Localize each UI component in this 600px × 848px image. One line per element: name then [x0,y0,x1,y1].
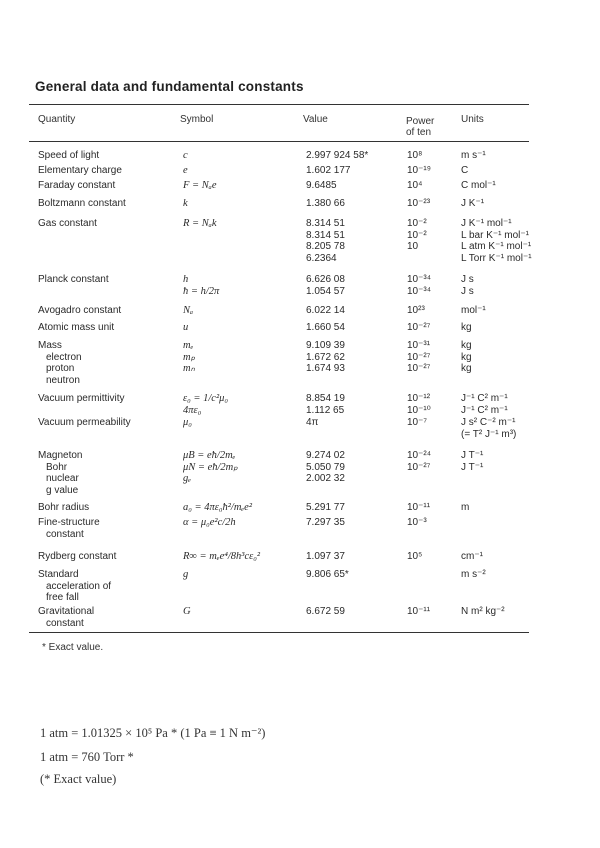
symbol-cell-line: R = Nₐk [183,218,217,229]
units-cell [461,551,541,563]
quantity-cell-line: Gravitational [38,606,95,617]
handwritten-note: (* Exact value) [40,772,117,786]
symbol-cell [183,165,303,177]
power-cell [407,274,457,297]
footnote: * Exact value. [42,642,104,653]
power-cell-line: 10⁸ [407,150,423,161]
value-cell-line: 7.297 35 [306,517,345,528]
units-cell-line: J T⁻¹ [461,450,484,461]
power-cell-line: 10⁴ [407,180,423,191]
value-cell-line: 8.314 51 [306,218,345,229]
value-cell [306,450,401,485]
value-cell-line: 5.050 79 [306,461,345,473]
quantity-cell [38,305,178,317]
units-cell-line: C mol⁻¹ [461,180,496,191]
symbol-cell [183,551,303,563]
value-cell-line: 8.854 19 [306,393,345,404]
power-cell [407,198,457,210]
units-cell [461,502,541,514]
symbol-cell-line: g [183,569,189,580]
value-cell [306,502,401,514]
units-cell [461,322,541,334]
units-cell-line: J K⁻¹ [461,198,485,209]
power-cell [407,150,457,162]
units-cell [461,340,541,375]
quantity-cell-line: Gas constant [38,218,97,229]
value-cell [306,305,401,317]
symbol-cell [183,450,303,485]
quantity-cell-line: acceleration of [46,580,112,592]
quantity-cell-line: g value [46,484,79,496]
value-cell-line: 8.205 78 [306,241,345,252]
units-cell-line: J s [461,274,474,285]
power-cell-line: 10⁻²⁷ [407,322,431,333]
quantity-cell [38,569,178,604]
symbol-cell-line: ħ = h/2π [183,285,220,297]
units-cell [461,218,541,264]
power-cell-line: 10⁵ [407,551,423,562]
power-cell-line: 10²³ [407,305,425,316]
value-cell-line: 1.380 66 [306,198,345,209]
units-cell [461,198,541,210]
units-cell-line: J T⁻¹ [461,461,484,473]
symbol-cell [183,417,303,429]
symbol-cell-line: μN = eħ/2mₚ [183,461,238,473]
units-cell-line: m s⁻² [461,569,486,580]
quantity-cell-line: Speed of light [38,150,100,161]
power-cell-line: 10⁻² [407,229,427,241]
symbol-cell-line: G [183,606,191,617]
quantity-cell-line: Planck constant [38,274,109,285]
units-cell [461,606,541,618]
symbol-cell-line: mₙ [183,363,195,374]
value-cell [306,340,401,375]
quantity-cell-line: Vacuum permeability [38,417,131,428]
quantity-cell [38,322,178,334]
header-quantity: Quantity [38,114,76,125]
quantity-cell [38,393,178,405]
symbol-cell-line: e [183,165,188,176]
symbol-cell [183,150,303,162]
value-cell [306,198,401,210]
units-cell-line: m [461,502,470,513]
power-cell-line: 10⁻³⁴ [407,274,432,285]
quantity-cell-line: Mass [38,340,62,351]
symbol-cell-line: h [183,274,189,285]
symbol-cell-line: μ₀ [183,417,192,428]
quantity-cell [38,450,178,496]
quantity-cell-line: Magneton [38,450,83,461]
units-cell-line: mol⁻¹ [461,305,486,316]
symbol-cell [183,305,303,317]
value-cell-line: 8.314 51 [306,229,345,241]
power-cell [407,417,457,429]
power-cell-line: 10⁻³¹ [407,340,431,351]
units-cell-line: J s² C⁻² m⁻¹ [461,417,516,428]
power-cell [407,393,457,416]
quantity-cell-line: Vacuum permittivity [38,393,125,404]
symbol-cell-line: gₑ [183,473,192,484]
header-value: Value [303,114,328,125]
power-cell-line: 10⁻³⁴ [407,285,432,297]
symbol-cell [183,517,303,529]
symbol-cell-line: a₀ = 4πε₀ħ²/mₑe² [183,502,252,513]
quantity-cell [38,165,178,177]
value-cell-line: 5.291 77 [306,502,345,513]
symbol-cell [183,502,303,514]
value-cell [306,569,401,581]
units-cell-line: kg [461,322,472,333]
value-cell-line: 2.002 32 [306,473,345,484]
value-cell [306,180,401,192]
quantity-cell-line: Boltzmann constant [38,198,126,209]
header-units: Units [461,114,484,125]
power-cell-line: 10⁻² [407,218,427,229]
units-cell-line: m s⁻¹ [461,150,486,161]
value-cell-line: 9.806 65* [306,569,349,580]
table-bottom-rule [29,632,529,633]
value-cell [306,322,401,334]
value-cell [306,606,401,618]
symbol-cell [183,198,303,210]
value-cell-line: 6.022 14 [306,305,345,316]
handwritten-note: 1 atm = 1.01325 × 10⁵ Pa * (1 Pa ≡ 1 N m⁻²) [40,726,266,740]
power-cell-line: 10⁻²⁷ [407,461,431,473]
quantity-cell-line: Bohr radius [38,502,90,513]
quantity-cell-line: Atomic mass unit [38,322,115,333]
power-cell-line: 10 [407,241,419,252]
power-cell [407,322,457,334]
units-cell [461,393,541,416]
value-cell-line: 1.054 57 [306,285,345,297]
units-cell-line: kg [461,363,472,374]
value-cell [306,165,401,177]
quantity-cell [38,180,178,192]
value-cell [306,417,401,429]
quantity-cell-line: Elementary charge [38,165,122,176]
power-cell [407,606,457,618]
value-cell-line: 2.997 924 58* [306,150,369,161]
power-cell-line: 10⁻³ [407,517,427,528]
value-cell-line: 1.097 37 [306,551,345,562]
units-cell-line: J s [461,285,474,297]
quantity-cell-line: Bohr [46,461,68,473]
symbol-cell [183,180,303,192]
quantity-cell [38,218,178,230]
quantity-cell-line: Avogadro constant [38,305,122,316]
symbol-cell-line: 4πε₀ [183,404,202,416]
power-cell-line: 10⁻²³ [407,198,431,209]
power-cell-line: 10⁻⁷ [407,417,428,428]
quantity-cell [38,502,178,514]
units-cell-line: L bar K⁻¹ mol⁻¹ [461,229,529,241]
symbol-cell-line: u [183,322,189,333]
units-cell [461,569,541,581]
quantity-cell-line: neutron [46,374,80,386]
power-cell [407,180,457,192]
units-cell [461,305,541,317]
units-cell [461,150,541,162]
units-cell [461,180,541,192]
value-cell [306,393,401,416]
quantity-cell-line: proton [46,363,75,374]
symbol-cell-line: Nₐ [183,305,194,316]
units-cell-line: cm⁻¹ [461,551,483,562]
power-cell [407,517,457,529]
quantity-cell [38,551,178,563]
symbol-cell-line: c [183,150,188,161]
power-cell [407,450,457,473]
units-cell-line: J⁻¹ C² m⁻¹ [461,404,508,416]
units-cell [461,274,541,297]
quantity-cell [38,274,178,286]
value-cell-line: 1.112 65 [306,404,345,416]
quantity-cell-line: Faraday constant [38,180,116,191]
quantity-cell [38,417,178,429]
header-power-line: of ten [406,127,432,138]
value-cell-line: 1.674 93 [306,363,345,374]
symbol-cell [183,322,303,334]
symbol-cell-line: ε₀ = 1/c²μ₀ [183,393,229,404]
power-cell-line: 10⁻¹² [407,393,431,404]
value-cell-line: 6.626 08 [306,274,345,285]
quantity-cell [38,150,178,162]
symbol-cell [183,340,303,375]
power-cell-line: 10⁻¹⁰ [407,404,431,416]
power-cell-line: 10⁻¹¹ [407,606,431,617]
value-cell-line: 9.6485 [306,180,337,191]
header-symbol: Symbol [180,114,214,125]
value-cell [306,218,401,264]
page-title: General data and fundamental constants [35,79,304,94]
quantity-cell [38,517,178,540]
quantity-cell-line: Fine-structure [38,517,100,528]
power-cell-line: 10⁻¹¹ [407,502,431,513]
units-cell-line: C [461,165,469,176]
quantity-cell-line: nuclear [46,473,79,484]
value-cell [306,517,401,529]
value-cell-line: 9.109 39 [306,340,345,351]
value-cell-line: 6.2364 [306,252,337,264]
value-cell-line: 1.602 177 [306,165,351,176]
units-cell [461,417,541,440]
quantity-cell-line: Standard [38,569,79,580]
units-cell [461,450,541,473]
value-cell-line: 9.274 02 [306,450,345,461]
power-cell [407,218,457,253]
quantity-cell-line: free fall [46,592,79,603]
power-cell-line: 10⁻²⁴ [407,450,432,461]
symbol-cell-line: α = μ₀e²c/2h [183,517,236,528]
value-cell [306,150,401,162]
quantity-cell-line: electron [46,351,82,363]
value-cell-line: 1.660 54 [306,322,345,333]
units-cell-line: kg [461,351,472,363]
symbol-cell-line: mₑ [183,340,194,351]
value-cell [306,551,401,563]
value-cell-line: 1.672 62 [306,351,345,363]
quantity-cell [38,606,178,629]
quantity-cell [38,198,178,210]
power-cell [407,305,457,317]
quantity-cell [38,340,178,386]
value-cell-line: 4π [306,417,319,428]
quantity-cell-line: constant [46,528,84,540]
symbol-cell [183,218,303,230]
quantity-cell-line: constant [46,617,84,629]
units-cell-line: (= T² J⁻¹ m³) [461,428,517,440]
header-power-line: Power [406,116,435,127]
units-cell-line: L Torr K⁻¹ mol⁻¹ [461,252,532,264]
power-cell [407,551,457,563]
power-cell [407,165,457,177]
power-cell-line: 10⁻²⁷ [407,351,431,363]
units-cell-line: J K⁻¹ mol⁻¹ [461,218,512,229]
units-cell-line: kg [461,340,472,351]
units-cell [461,165,541,177]
symbol-cell-line: μB = eħ/2mₑ [183,450,236,461]
power-cell [407,340,457,375]
quantity-cell-line: Rydberg constant [38,551,117,562]
value-cell-line: 6.672 59 [306,606,345,617]
units-cell-line: J⁻¹ C² m⁻¹ [461,393,508,404]
symbol-cell [183,393,303,416]
symbol-cell-line: R∞ = mₑe⁴/8h³cε₀² [183,551,261,562]
symbol-cell [183,569,303,581]
symbol-cell [183,606,303,618]
power-cell-line: 10⁻²⁷ [407,363,431,374]
value-cell [306,274,401,297]
handwritten-note: 1 atm = 760 Torr * [40,750,134,764]
units-cell-line: N m² kg⁻² [461,606,505,617]
power-cell-line: 10⁻¹⁹ [407,165,432,176]
power-cell [407,502,457,514]
symbol-cell-line: mₚ [183,351,196,363]
symbol-cell-line: k [183,198,188,209]
units-cell-line: L atm K⁻¹ mol⁻¹ [461,241,532,252]
symbol-cell-line: F = Nₐe [183,180,217,191]
symbol-cell [183,274,303,297]
